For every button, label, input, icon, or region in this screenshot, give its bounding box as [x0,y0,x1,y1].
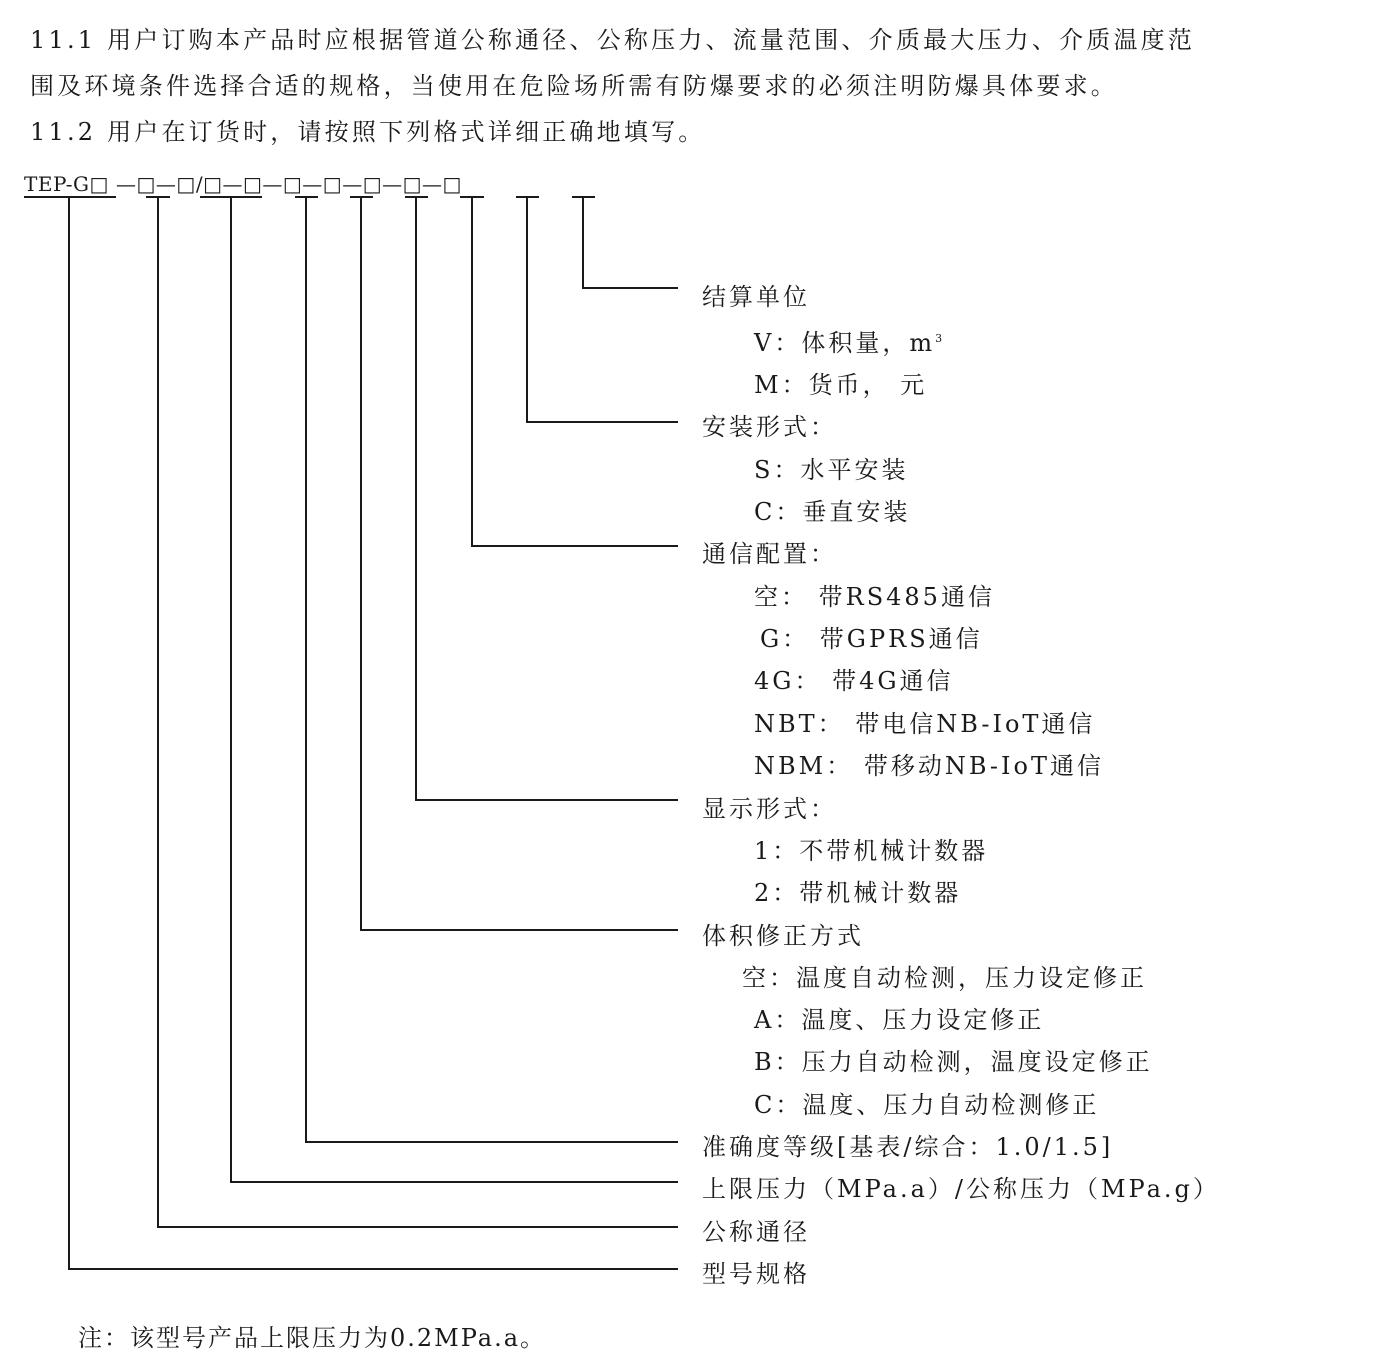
code-slash: / [195,172,204,196]
field-diameter-title: 公称通径 [702,1218,810,1246]
volume-correction-option-a: A：温度、压力设定修正 [754,1006,1045,1034]
leader-comm [472,197,678,546]
settlement-option-v: V：体积量，$m^3$ [754,329,946,357]
display-option-2: 2：带机械计数器 [754,879,962,907]
volume-correction-option-b: B：压力自动检测，温度设定修正 [754,1048,1153,1076]
code-box-4: □ [203,172,223,196]
leader-install [527,197,678,422]
install-option-s: S：水平安装 [754,456,909,484]
model-prefix: TEP-G [24,172,90,196]
comm-option-nbm: NBM： 带移动NB-IoT通信 [754,752,1104,780]
comm-option-nbt: NBT： 带电信NB-IoT通信 [754,710,1096,738]
intro-line-1: 11.1 用户订购本产品时应根据管道公称通径、公称压力、流量范围、介质最大压力、介质温度范 [30,26,1196,54]
leader-pressure [231,197,678,1182]
field-accuracy-title: 准确度等级[基表/综合：1.0/1.5] [702,1133,1114,1161]
model-code-tail: —□—□/□—□—□—□—□—□—□ [116,172,462,196]
field-comm-title: 通信配置： [702,540,837,568]
settlement-option-m: M：货币， 元 [754,371,928,399]
code-box-10: □ [442,172,462,196]
volume-correction-option-empty: 空：温度自动检测，压力设定修正 [742,964,1147,992]
field-pressure-title: 上限压力（MPa.a）/公称压力（MPa.g） [702,1175,1220,1203]
leader-settlement [583,197,678,288]
install-option-c: C：垂直安装 [754,498,911,526]
field-settlement-title: 结算单位 [702,283,810,311]
code-box-2: □ [136,172,156,196]
field-display-title: 显示形式： [702,795,837,823]
code-box-1: □ [89,172,109,196]
intro-line-3: 11.2 用户在订货时，请按照下列格式详细正确地填写。 [30,118,706,146]
display-option-1: 1：不带机械计数器 [754,837,989,865]
field-volume-correction-title: 体积修正方式 [702,922,864,950]
comm-option-rs485: 空： 带RS485通信 [754,583,995,611]
comm-option-4g: 4G： 带4G通信 [754,667,954,695]
intro-line-2: 围及环境条件选择合适的规格，当使用在危险场所需有防爆要求的必须注明防爆具体要求。 [30,72,1118,100]
code-box-6: □ [282,172,303,196]
leader-model [69,197,678,1269]
code-box-8: □ [362,172,383,196]
code-box-3: □ [176,172,196,196]
code-box-9: □ [402,172,422,196]
field-model-title: 型号规格 [702,1260,810,1288]
leader-diameter [158,197,678,1227]
code-box-7: □ [322,172,343,196]
footnote: 注：该型号产品上限压力为0.2MPa.a。 [78,1324,547,1352]
comm-option-gprs: G： 带GPRS通信 [760,625,983,653]
code-box-5: □ [242,172,263,196]
field-install-title: 安装形式： [702,413,837,441]
leader-volume-correction [361,197,678,930]
superscript-3: 3 [935,332,946,345]
volume-correction-option-c: C：温度、压力自动检测修正 [754,1091,1100,1119]
